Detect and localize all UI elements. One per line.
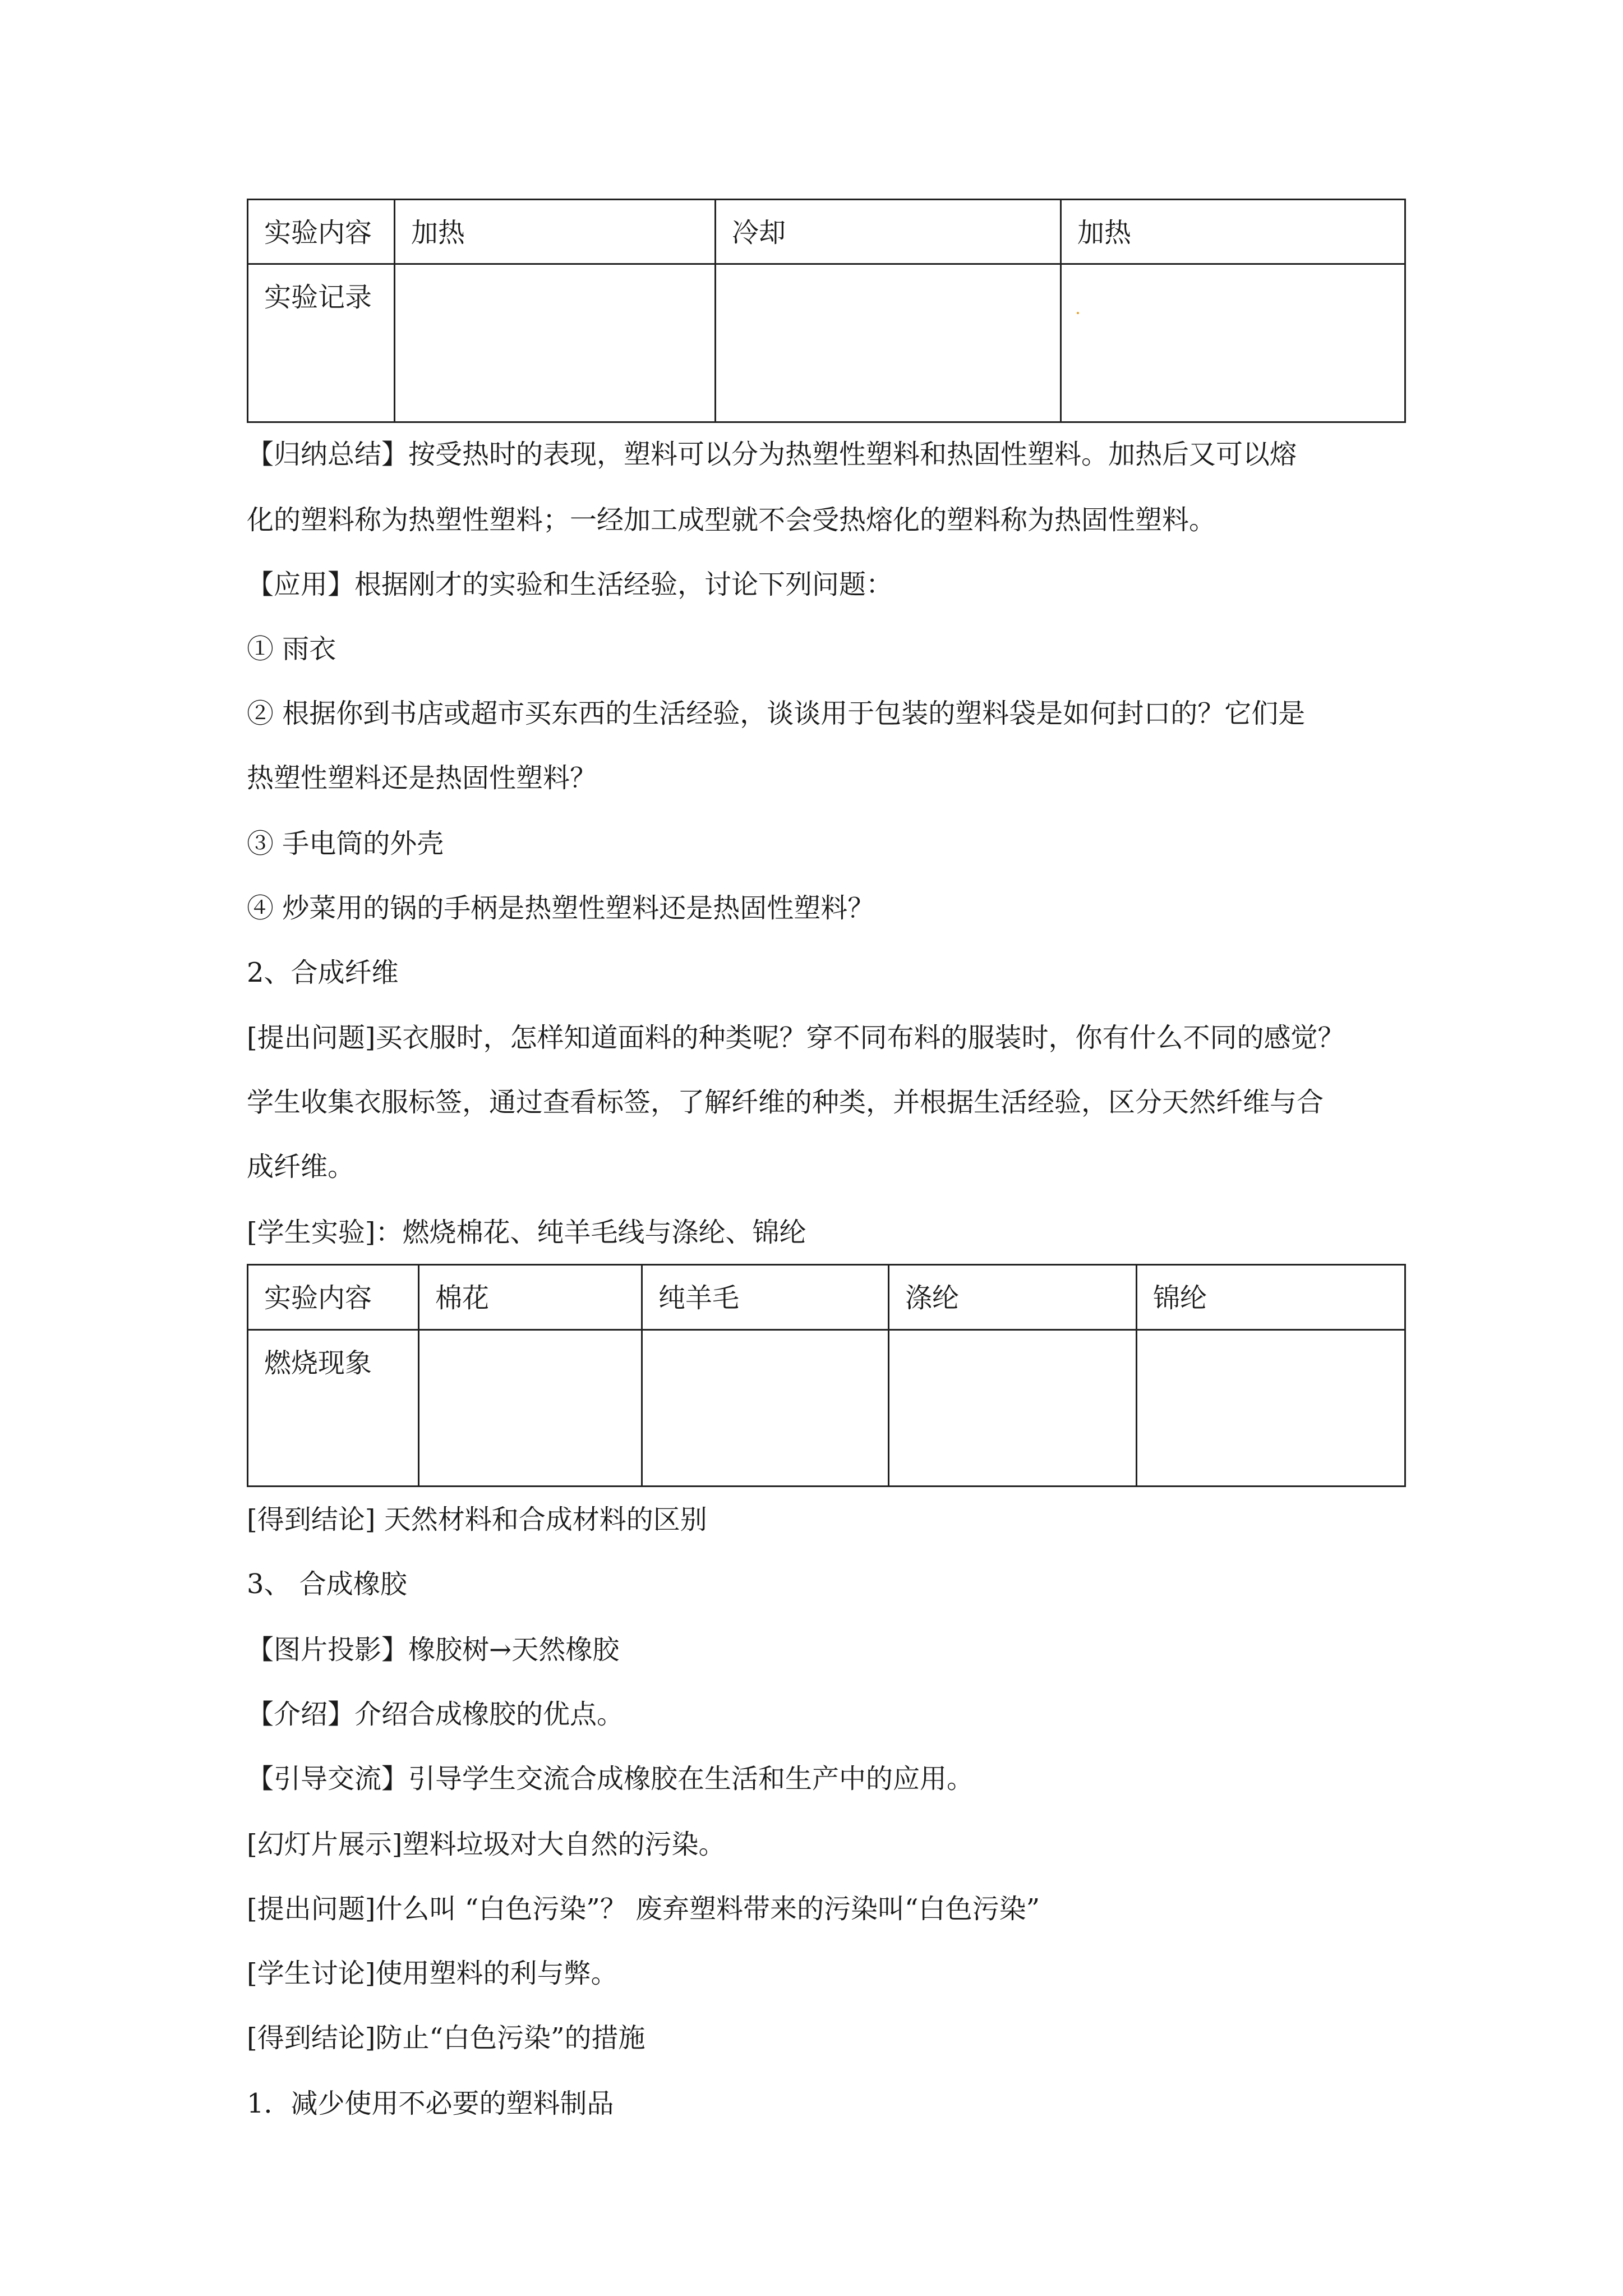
- table-cell: [889, 1330, 1137, 1487]
- experiment-table-burning: [247, 1264, 1406, 1487]
- table-cell: [1137, 1330, 1405, 1487]
- stray-mark: [1077, 312, 1079, 314]
- table-cell: 锦纶: [1137, 1265, 1405, 1330]
- table-cell: [395, 264, 716, 422]
- table-row-header: [248, 1265, 1405, 1330]
- table-cell: 实验内容: [248, 1265, 419, 1330]
- table-cell: [419, 1330, 642, 1487]
- fiber-question-line-3: 成纤维。: [247, 1151, 355, 1182]
- application-intro: 【应用】根据刚才的实验和生活经验，讨论下列问题：: [247, 569, 893, 600]
- question-3: ③ 手电筒的外壳: [247, 828, 444, 859]
- table-row-burning: [248, 1330, 1405, 1487]
- table-cell: 燃烧现象: [248, 1330, 419, 1487]
- slides-display: [幻灯片展示]塑料垃圾对大自然的污染。: [247, 1829, 726, 1860]
- rubber-intro: 【介绍】介绍合成橡胶的优点。: [247, 1699, 624, 1730]
- summary-line-2: 化的塑料称为热塑性塑料；一经加工成型就不会受热熔化的塑料称为热固性塑料。: [247, 504, 1216, 536]
- question-2-line-2: 热塑性塑料还是热固性塑料？: [247, 762, 597, 794]
- section-heading-fiber: 2、合成纤维: [247, 957, 399, 988]
- rubber-guide: 【引导交流】引导学生交流合成橡胶在生活和生产中的应用。: [247, 1763, 974, 1795]
- table-cell: [1061, 264, 1405, 422]
- measure-1: 1．减少使用不必要的塑料制品: [247, 2088, 614, 2119]
- question-1: ① 雨衣: [247, 633, 336, 665]
- pollution-conclusion: [得到结论]防止“白色污染”的措施: [247, 2022, 645, 2054]
- table-cell: 加热: [1061, 200, 1405, 264]
- table-cell: [716, 264, 1061, 422]
- table-row-record: [248, 264, 1405, 422]
- table-cell: 棉花: [419, 1265, 642, 1330]
- table-cell: 纯羊毛: [642, 1265, 889, 1330]
- rubber-projection: 【图片投影】橡胶树→天然橡胶: [247, 1634, 620, 1665]
- conclusion-materials: [得到结论] 天然材料和合成材料的区别: [247, 1504, 707, 1535]
- fiber-experiment: [学生实验]：燃烧棉花、纯羊毛线与涤纶、锦纶: [247, 1217, 806, 1248]
- table-cell: 实验记录: [248, 264, 395, 422]
- fiber-question-line-2: 学生收集衣服标签，通过查看标签，了解纤维的种类，并根据生活经验，区分天然纤维与合: [247, 1087, 1324, 1118]
- question-4: ④ 炒菜用的锅的手柄是热塑性塑料还是热固性塑料？: [247, 892, 875, 924]
- table-cell: [642, 1330, 889, 1487]
- question-2-line-1: ② 根据你到书店或超市买东西的生活经验，谈谈用于包装的塑料袋是如何封口的？它们是: [247, 698, 1306, 729]
- table-cell: 实验内容: [248, 200, 395, 264]
- summary-line-1: 【归纳总结】按受热时的表现，塑料可以分为热塑性塑料和热固性塑料。加热后又可以熔: [247, 439, 1297, 470]
- table-cell: 加热: [395, 200, 716, 264]
- student-discussion: [学生讨论]使用塑料的利与弊。: [247, 1958, 618, 1989]
- table-cell: 涤纶: [889, 1265, 1137, 1330]
- fiber-question-line-1: [提出问题]买衣服时，怎样知道面料的种类呢？穿不同布料的服装时，你有什么不同的感觉？: [247, 1022, 1345, 1053]
- experiment-table-heating: [247, 199, 1406, 423]
- white-pollution-question: [提出问题]什么叫 “白色污染”？ 废弃塑料带来的污染叫“白色污染”: [247, 1893, 1040, 1925]
- section-heading-rubber: 3、 合成橡胶: [247, 1568, 407, 1600]
- table-cell: 冷却: [716, 200, 1061, 264]
- table-row-header: [248, 200, 1405, 264]
